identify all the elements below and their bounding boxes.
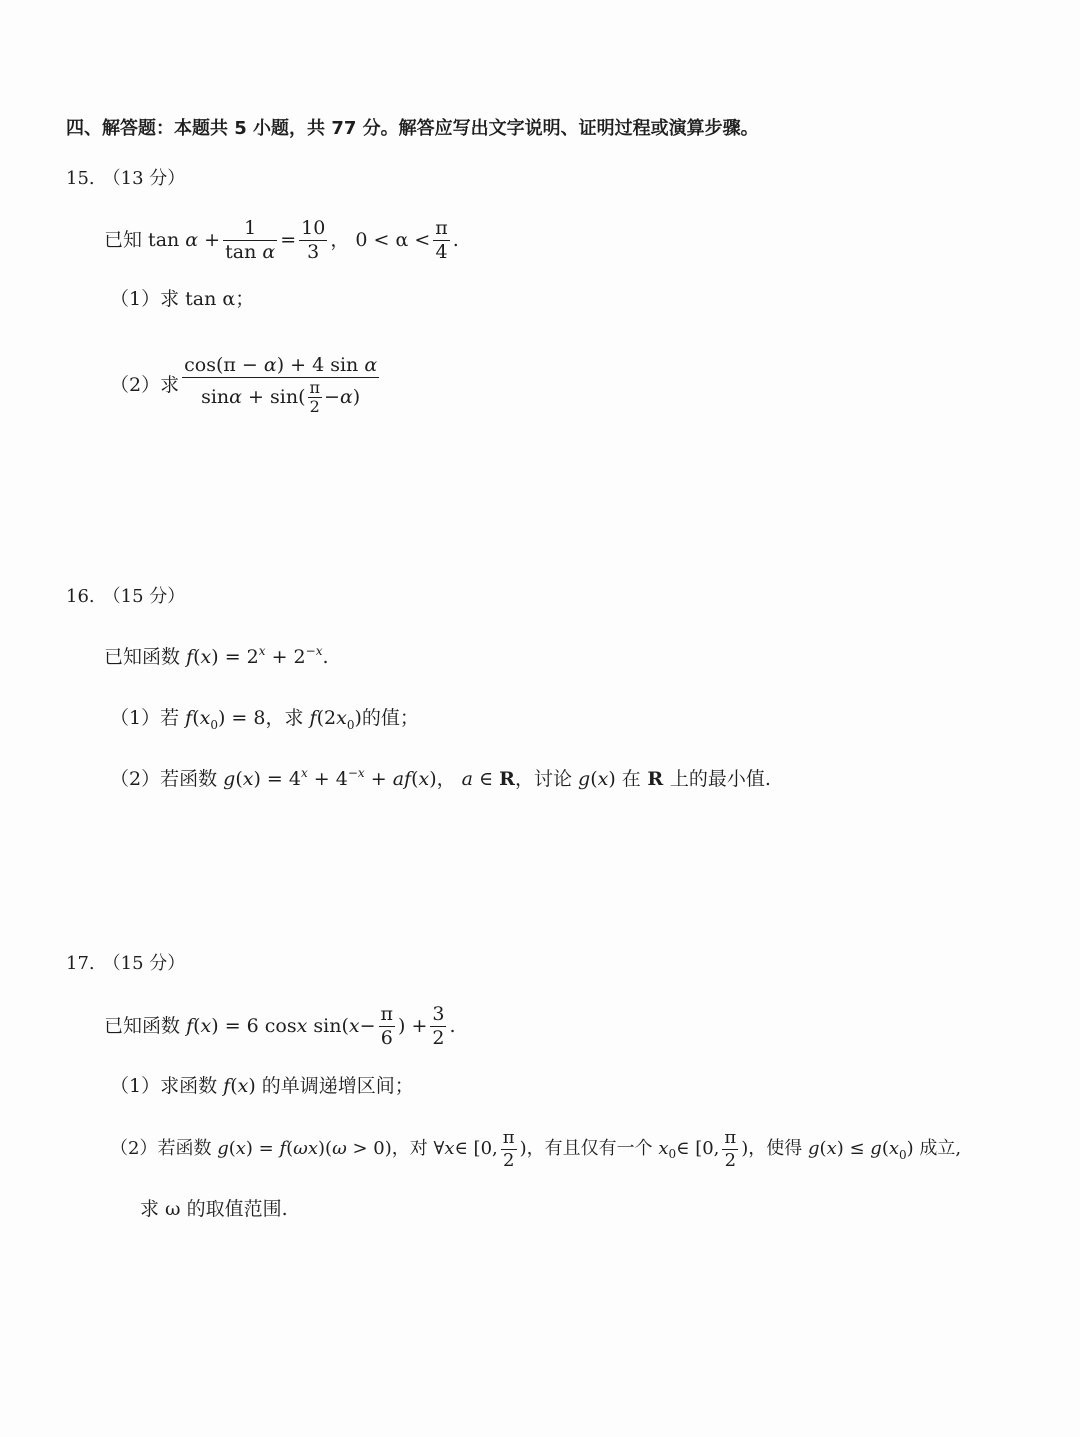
problem-16-part-1 bbox=[110, 707, 419, 732]
problem-15-part-1 bbox=[110, 290, 254, 309]
problem-17-part-1-text-b: 的单调递增区间； bbox=[261, 1075, 414, 1097]
problem-16-part-1-text-c: 的值； bbox=[361, 707, 419, 729]
fraction-10-over-3: $\frac{10}{3}$ bbox=[301, 216, 326, 263]
problem-15-condition: 0 < α < bbox=[355, 228, 431, 251]
math-set-R: R bbox=[640, 768, 670, 790]
problem-16-part-2-text-d: 上的最小值. bbox=[669, 768, 771, 790]
problem-17-part-1 bbox=[110, 1077, 414, 1096]
math-g-leq: $g(x) \le g(x_0)$ bbox=[808, 1138, 920, 1162]
problem-16-part-2 bbox=[110, 766, 771, 790]
problem-16-part-2-label: （2） bbox=[110, 768, 161, 790]
problem-15-stem: 已知 tan α + $\frac{1}{\text{tan α}}$ = $\frac{10}{3}$ ， 0 < α < $\frac{\pi}{4}$ . bbox=[104, 216, 459, 263]
math-x0-interval: x 0 ∈ [0, $\frac{\pi}{2}$ ) bbox=[658, 1126, 749, 1171]
problem-17-part-2 bbox=[110, 1125, 961, 1173]
problem-17-stem-prefix: 已知函数 bbox=[104, 1014, 181, 1037]
problem-15-part-1-label: （1） bbox=[110, 288, 161, 310]
problem-16-number: 16. bbox=[66, 586, 95, 607]
problem-16-heading bbox=[66, 588, 185, 606]
problem-17-heading bbox=[66, 955, 185, 973]
problem-17-stem bbox=[104, 1000, 456, 1052]
problem-17-part-1-text-a: 求函数 bbox=[160, 1075, 218, 1097]
problem-17-part-2-text-d: ，使得 bbox=[748, 1138, 803, 1159]
fraction-1-over-tan: $\frac{1}{\text{tan α}}$ bbox=[225, 216, 276, 263]
problem-16-part-1-text-b: ，求 bbox=[265, 707, 304, 729]
problem-16-part-2-text-b: 讨论 bbox=[533, 768, 572, 790]
problem-17-number: 17. bbox=[66, 953, 95, 974]
problem-15-stem-prefix: 已知 bbox=[104, 228, 143, 251]
math-forall-interval: ∀ x ∈ [0, $\frac{\pi}{2}$ ) bbox=[427, 1126, 527, 1171]
problem-17-part-2-label: （2） bbox=[110, 1138, 158, 1159]
problem-15-part-2-label: （2） bbox=[110, 373, 161, 396]
math-g-x: g(x) bbox=[578, 768, 622, 790]
problem-15-part-1-text: 求 tan α； bbox=[160, 288, 255, 310]
problem-17-score: （15 分） bbox=[102, 953, 186, 974]
math-g-x-def: $g(x) = 4^x + 4^{-x} + af(x)$， a ∈ R， bbox=[223, 766, 534, 790]
math-f-x0-eq-8: $f(x_0) = 8$ bbox=[185, 707, 266, 732]
problem-17-equation: f ( x ) = 6 cos x sin( x − $\frac{\pi}{6}$ ) + $\frac{3}{2}$ . bbox=[186, 1002, 456, 1049]
math-f-x: f(x) bbox=[223, 1075, 262, 1097]
fraction-pi-over-4: $\frac{\pi}{4}$ bbox=[435, 216, 448, 263]
problem-16-part-2-text-a: 若函数 bbox=[160, 768, 218, 790]
problem-16-part-2-text-c: 在 bbox=[621, 768, 641, 790]
problem-15-part-2 bbox=[110, 345, 382, 425]
problem-16-part-1-text-a: 若 bbox=[160, 707, 180, 729]
problem-17-part-2-line-2: 求 ω 的取值范围. bbox=[140, 1198, 288, 1220]
section-header: 四、解答题：本题共 5 小题，共 77 分。解答应写出文字说明、证明过程或演算步骤。 bbox=[66, 118, 759, 139]
problem-17-part-1-label: （1） bbox=[110, 1075, 161, 1097]
problem-15-equation: tan α + bbox=[142, 228, 221, 251]
problem-17-part-2-text-e: 成立, bbox=[919, 1138, 962, 1159]
math-f-2x0: $f(2x_0)$ bbox=[309, 707, 362, 732]
problem-17-part-2-text-c: ，有且仅有一个 bbox=[526, 1138, 653, 1159]
problem-16-stem-prefix: 已知函数 bbox=[104, 646, 181, 668]
problem-16-score: （15 分） bbox=[102, 586, 186, 607]
problem-16-stem bbox=[104, 644, 329, 668]
problem-17-part-2-text-a: 若函数 bbox=[157, 1138, 212, 1159]
problem-16-equation: $f(x) = 2^x + 2^{-x}$. bbox=[186, 644, 329, 668]
problem-17-part-2-text-b: ，对 bbox=[391, 1138, 428, 1159]
problem-15-score: （13 分） bbox=[102, 168, 186, 189]
problem-15-heading bbox=[66, 170, 185, 188]
problem-16-part-1-label: （1） bbox=[110, 707, 161, 729]
problem-15-part-2-text: 求 bbox=[160, 373, 180, 396]
problem-15-number: 15. bbox=[66, 168, 95, 189]
problem-15-big-fraction: cos(π − α) + 4 sin α sin α + sin( π 2 − α ) bbox=[184, 353, 378, 416]
math-g-x-omega: g(x) = f(ωx)(ω > 0) bbox=[217, 1138, 392, 1159]
